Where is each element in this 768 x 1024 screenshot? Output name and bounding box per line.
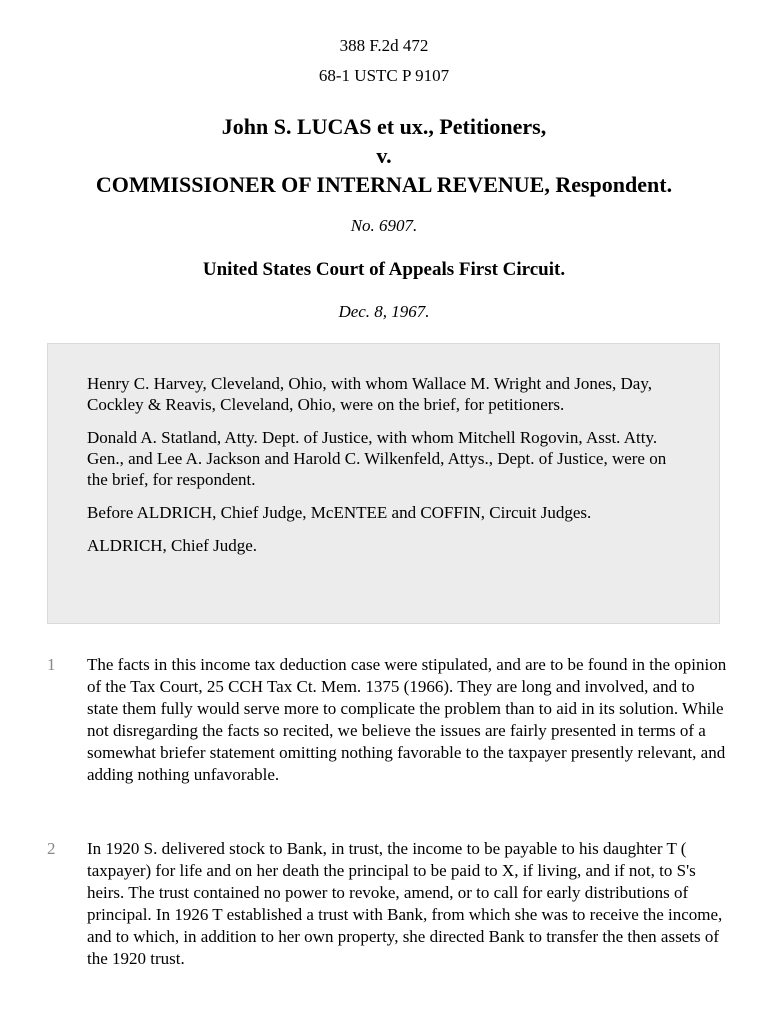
- case-title-versus: v.: [376, 143, 392, 168]
- decision-date: Dec. 8, 1967.: [338, 302, 430, 321]
- paragraph-text: The facts in this income tax deduction case were stipulated, and are to be found in the opinion of the Tax Court, 25 CCH Tax Ct. Mem. 1375 (1966). They are long and involved, and to state them fully would serve more to complicate the problem than to aid in its solution. While not disregarding the facts so recited, we believe the issues are fairly presented in terms of a somewhat briefer statement omitting nothing favorable to the taxpayer presently relevant, and adding nothing unfavorable.: [87, 655, 727, 784]
- case-title-petitioners: John S. LUCAS et ux., Petitioners,: [221, 114, 547, 139]
- citation-reporter: 388 F.2d 472: [339, 36, 429, 55]
- counsel-petitioners: Henry C. Harvey, Cleveland, Ohio, with whom Wallace M. Wright and Jones, Day, Cockley & Reavis, Cleveland, Ohio, were on the brief, for petitioners.: [87, 374, 652, 414]
- counsel-respondent: Donald A. Statland, Atty. Dept. of Justice, with whom Mitchell Rogovin, Asst. Atty. Gen., and Lee A. Jackson and Harold C. Wilkenfeld, Attys., Dept. of Justice, were on the brief, for respondent.: [87, 428, 667, 489]
- case-title: [0, 112, 768, 199]
- case-title-respondent: COMMISSIONER OF INTERNAL REVENUE, Respondent.: [95, 172, 673, 197]
- court-name: United States Court of Appeals First Circuit.: [202, 259, 566, 280]
- paragraph-number: 1: [47, 655, 56, 674]
- panel-judges: Before ALDRICH, Chief Judge, McENTEE and COFFIN, Circuit Judges.: [87, 503, 592, 522]
- opinion-author: ALDRICH, Chief Judge.: [87, 536, 257, 555]
- citation-ustc: 68-1 USTC P 9107: [318, 66, 450, 85]
- paragraph-text: In 1920 S. delivered stock to Bank, in trust, the income to be payable to his daughter T ( taxpayer) for life and on her death the principal to be paid to X, if living, and if not, to S's heirs. The trust contained no power to revoke, amend, or to call for early distributions of principal. In 1926 T established a trust with Bank, from which she was to receive the income, and to which, in addition to her own property, she directed Bank to transfer the then assets of the 1920 trust.: [87, 839, 723, 968]
- counsel-box: [47, 343, 720, 624]
- docket-number: No. 6907.: [350, 216, 418, 235]
- paragraph-number: 2: [47, 839, 56, 858]
